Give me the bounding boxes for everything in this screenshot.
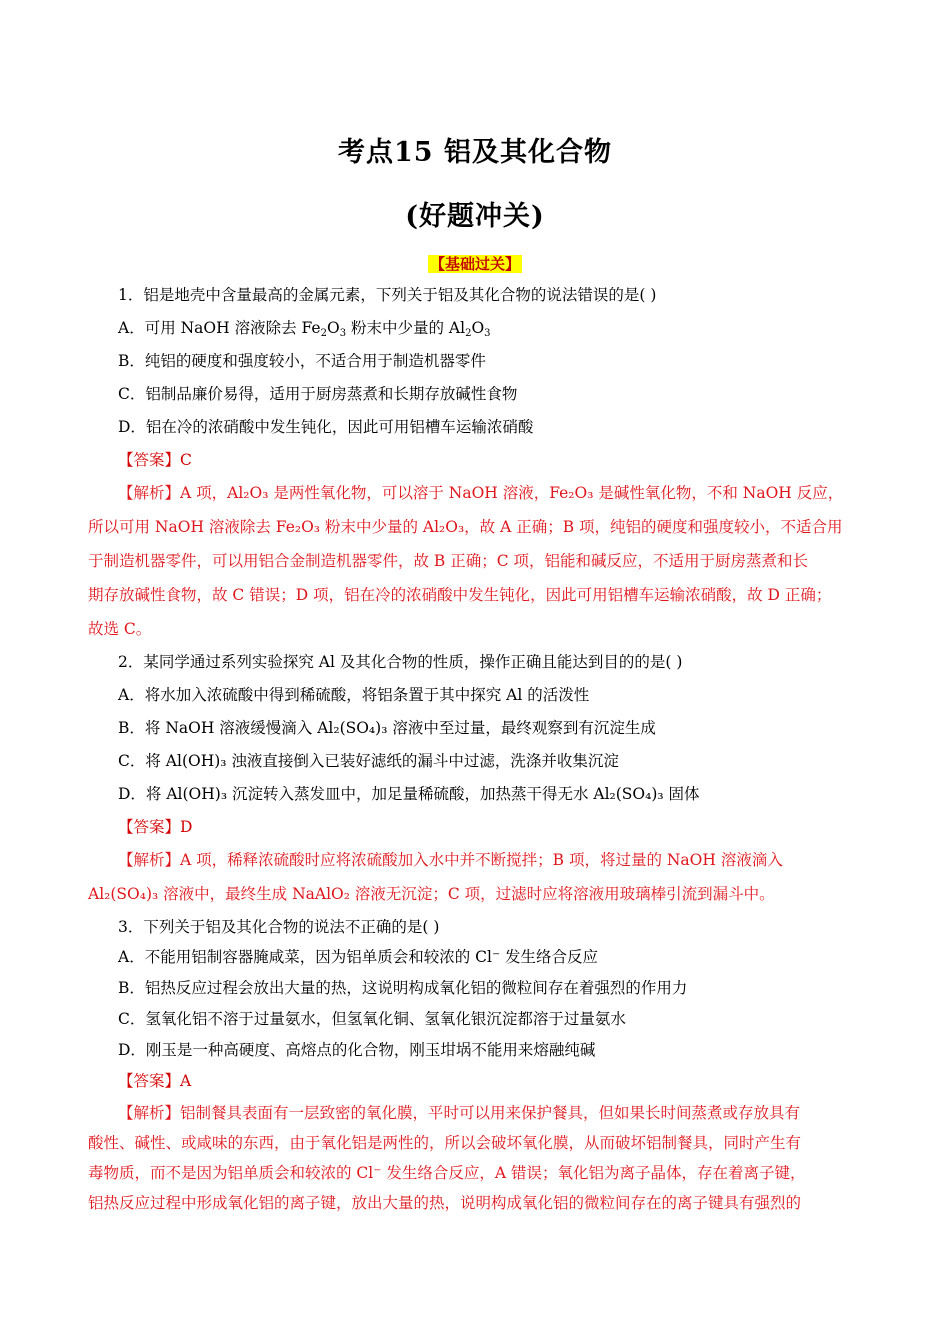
question-1-answer: 【答案】C [118, 451, 192, 469]
question-1-stem: 1．铝是地壳中含量最高的金属元素，下列关于铝及其化合物的说法错误的是( ) [118, 286, 657, 304]
question-2-answer: 【答案】D [118, 818, 193, 836]
question-2-explanation-line: Al₂(SO₄)₃ 溶液中，最终生成 NaAlO₂ 溶液无沉淀；C 项，过滤时应将溶液用玻璃棒引流到漏斗中。 [88, 885, 775, 903]
question-3-answer: 【答案】A [118, 1072, 192, 1090]
question-2-option-a: A．将水加入浓硫酸中得到稀硫酸，将铝条置于其中探究 Al 的活泼性 [118, 686, 590, 704]
question-1-explanation-line: 故选 C。 [88, 620, 152, 638]
question-3-option-a: A．不能用铝制容器腌咸菜，因为铝单质会和较浓的 Cl⁻ 发生络合反应 [118, 948, 599, 966]
question-3-explanation-line: 铝热反应过程中形成氧化铝的离子键，放出大量的热，说明构成氧化铝的微粒间存在的离子键具有强烈的 [88, 1194, 802, 1212]
question-2-stem: 2．某同学通过系列实验探究 Al 及其化合物的性质，操作正确且能达到目的的是( ) [118, 653, 683, 671]
question-1-explanation-line: 所以可用 NaOH 溶液除去 Fe₂O₃ 粉末中少量的 Al₂O₃，故 A 正确；B 项，纯铝的硬度和强度较小，不适合用 [88, 518, 843, 536]
section-heading [0, 253, 950, 274]
question-1-explanation-line: 【解析】A 项，Al₂O₃ 是两性氧化物，可以溶于 NaOH 溶液，Fe₂O₃ 是碱性氧化物，不和 NaOH 反应， [118, 484, 844, 502]
question-2-option-b: B．将 NaOH 溶液缓慢滴入 Al₂(SO₄)₃ 溶液中至过量，最终观察到有沉淀生成 [118, 719, 656, 737]
question-1-option-a: A．可用 NaOH 溶液除去 $Fe_2O_3$ 粉末中少量的 $Al_2O_3$ [118, 319, 491, 339]
page-title: 考点15 铝及其化合物 [338, 137, 612, 168]
question-1-explanation-line: 期存放碱性食物，故 C 错误；D 项，铝在冷的浓硝酸中发生钝化，因此可用铝槽车运输浓硝酸，故 D 正确； [88, 586, 832, 604]
question-3-explanation-line: 酸性、碱性、或咸味的东西，由于氧化铝是两性的，所以会破坏氧化膜，从而破坏铝制餐具，同时产生有 [88, 1134, 802, 1152]
question-3-stem: 3．下列关于铝及其化合物的说法不正确的是( ) [118, 918, 440, 936]
question-3-explanation-line: 毒物质，而不是因为铝单质会和较浓的 Cl⁻ 发生络合反应，A 错误；氧化铝为离子晶体，存在着离子键， [88, 1164, 806, 1182]
question-3-option-b: B．铝热反应过程会放出大量的热，这说明构成氧化铝的微粒间存在着强烈的作用力 [118, 979, 688, 997]
question-1-option-d: D．铝在冷的浓硝酸中发生钝化，因此可用铝槽车运输浓硝酸 [118, 418, 534, 436]
section-label: 【基础过关】 [429, 255, 520, 273]
question-2-option-c: C．将 Al(OH)₃ 浊液直接倒入已装好滤纸的漏斗中过滤，洗涤并收集沉淀 [118, 752, 619, 770]
question-2-option-d: D．将 Al(OH)₃ 沉淀转入蒸发皿中，加足量稀硫酸，加热蒸干得无水 Al₂(SO₄)₃ 固体 [118, 785, 700, 803]
question-1-explanation-line: 于制造机器零件，可以用铝合金制造机器零件，故 B 正确；C 项，铝能和碱反应，不适用于厨房蒸煮和长 [88, 552, 809, 570]
question-3-option-d: D．刚玉是一种高硬度、高熔点的化合物，刚玉坩埚不能用来熔融纯碱 [118, 1041, 596, 1059]
question-1-option-c: C．铝制品廉价易得，适用于厨房蒸煮和长期存放碱性食物 [118, 385, 518, 403]
page-subtitle: (好题冲关) [405, 201, 545, 232]
question-2-explanation-line: 【解析】A 项，稀释浓硫酸时应将浓硫酸加入水中并不断搅拌；B 项，将过量的 NaOH 溶液滴入 [118, 851, 783, 869]
question-1-option-b: B．纯铝的硬度和强度较小，不适合用于制造机器零件 [118, 352, 486, 370]
question-3-explanation-line: 【解析】铝制餐具表面有一层致密的氧化膜，平时可以用来保护餐具，但如果长时间蒸煮或存放具有 [118, 1104, 801, 1122]
question-3-option-c: C．氢氧化铝不溶于过量氨水，但氢氧化铜、氢氧化银沉淀都溶于过量氨水 [118, 1010, 626, 1028]
